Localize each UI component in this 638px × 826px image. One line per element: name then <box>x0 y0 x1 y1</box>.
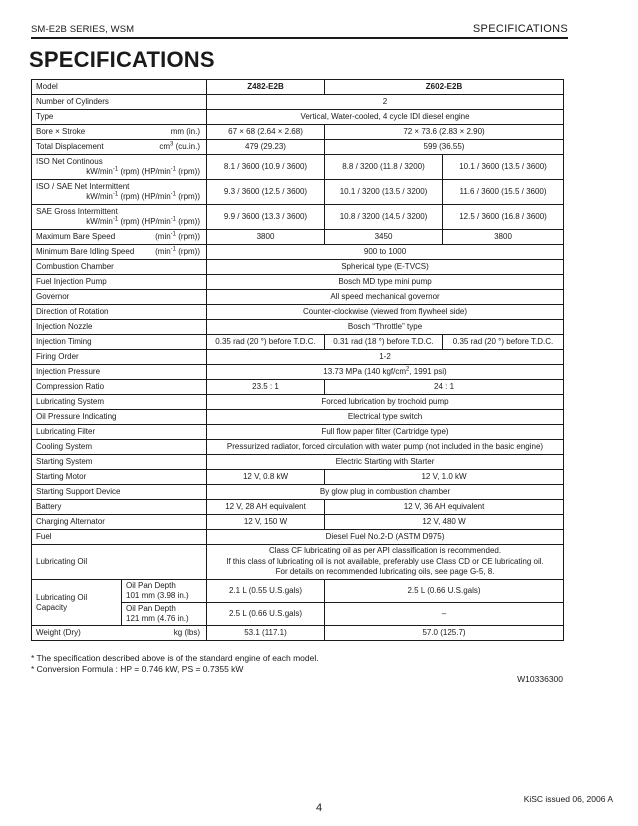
oil-pan-depth-label: Oil Pan Depth 121 mm (4.76 in.) <box>122 603 207 626</box>
row-label: Compression Ratio <box>32 380 207 395</box>
table-row <box>32 205 564 230</box>
row-label: Injection Pressure <box>32 365 207 380</box>
table-row <box>32 350 564 365</box>
row-label: Fuel <box>32 530 207 545</box>
z482-value: 2.5 L (0.66 U.S.gals) <box>207 603 325 626</box>
row-label: Type <box>32 110 207 125</box>
value-cell: 0.31 rad (18 °) before T.D.C. <box>325 335 443 350</box>
z482-value: 12 V, 150 W <box>207 515 325 530</box>
z482-value: 12 V, 28 AH equivalent <box>207 500 325 515</box>
row-label: Maximum Bare Speed <box>36 232 116 241</box>
table-row <box>32 95 564 110</box>
z482-value: 12 V, 0.8 kW <box>207 470 325 485</box>
value-cell: 3800 <box>207 230 325 245</box>
model-header: Model <box>32 80 207 95</box>
row-label-cell <box>32 155 207 180</box>
row-label: Direction of Rotation <box>32 305 207 320</box>
page-number: 4 <box>315 802 323 814</box>
row-label-cell <box>32 205 207 230</box>
row-label: Lubricating Oil <box>32 545 207 580</box>
row-value: Pressurized radiator, forced circulation with water pump (not included in the basic engine) <box>207 440 564 455</box>
row-value: Counter-clockwise (viewed from flywheel side) <box>207 305 564 320</box>
header-series: SM-E2B SERIES, WSM <box>31 24 135 35</box>
row-value: Electrical type switch <box>207 410 564 425</box>
table-row <box>32 245 564 260</box>
table-row <box>32 440 564 455</box>
row-label: Starting Support Device <box>32 485 207 500</box>
table-row <box>32 395 564 410</box>
z602-value: 24 : 1 <box>325 380 564 395</box>
row-label: Number of Cylinders <box>32 95 207 110</box>
row-label-cell <box>32 626 207 641</box>
row-value: By glow plug in combustion chamber <box>207 485 564 500</box>
value-cell: 8.8 / 3200 (11.8 / 3200) <box>325 155 443 180</box>
table-row <box>32 365 564 380</box>
row-label: Minimum Bare Idling Speed <box>36 247 135 256</box>
table-row <box>32 485 564 500</box>
z602-value: 57.0 (125.7) <box>325 626 564 641</box>
table-row <box>32 290 564 305</box>
row-value: Bosch MD type mini pump <box>207 275 564 290</box>
table-row <box>32 320 564 335</box>
lub-oil-line: If this class of lubricating oil is not available, preferably use Class CD or CE lubricating oil. <box>226 556 544 566</box>
row-label-cell <box>32 230 207 245</box>
row-value: Bosch “Throttle” type <box>207 320 564 335</box>
oil-pan-depth-label: Oil Pan Depth 101 mm (3.98 in.) <box>122 580 207 603</box>
row-label: Total Displacement <box>36 142 104 151</box>
value-cell: 10.1 / 3600 (13.5 / 3600) <box>443 155 564 180</box>
z482-value: 479 (29.23) <box>207 140 325 155</box>
row-value: All speed mechanical governor <box>207 290 564 305</box>
header-rule <box>31 37 568 39</box>
table-row <box>32 545 564 580</box>
row-unit: $kW/\min^{-1}$ (rpm) ($HP/\min^{-1}$ (rpm)) <box>86 216 201 226</box>
row-label: Weight (Dry) <box>36 628 81 637</box>
row-unit: mm (in.) <box>170 127 201 136</box>
row-label: ISO / SAE Net Intermittent <box>36 182 130 191</box>
row-value: 900 to 1000 <box>207 245 564 260</box>
table-row <box>32 125 564 140</box>
row-label-cell <box>32 125 207 140</box>
row-unit: $cm^3$ (cu.in.) <box>159 141 201 151</box>
page-title: SPECIFICATIONS <box>29 47 215 72</box>
row-value <box>207 545 564 580</box>
z482-header: Z482-E2B <box>207 80 325 95</box>
specifications-table <box>31 79 564 641</box>
value-cell: 10.8 / 3200 (14.5 / 3200) <box>325 205 443 230</box>
row-unit: $kW/\min^{-1}$ (rpm) ($HP/\min^{-1}$ (rpm)) <box>86 191 201 201</box>
table-row <box>32 260 564 275</box>
table-row <box>32 380 564 395</box>
row-label: Cooling System <box>32 440 207 455</box>
lub-oil-line: For details on recommended lubricating oils, see page G-5, 8. <box>275 567 495 577</box>
footnote: * Conversion Formula : HP = 0.746 kW, PS = 0.7355 kW <box>31 664 244 674</box>
value-cell: 9.9 / 3600 (13.3 / 3600) <box>207 205 325 230</box>
z482-value: 2.1 L (0.55 U.S.gals) <box>207 580 325 603</box>
row-label: Governor <box>32 290 207 305</box>
row-label: Charging Alternator <box>32 515 207 530</box>
oil-capacity-label: Lubricating Oil Capacity <box>32 580 122 626</box>
value-cell: 11.6 / 3600 (15.5 / 3600) <box>443 180 564 205</box>
value-cell: 3800 <box>443 230 564 245</box>
table-row <box>32 140 564 155</box>
row-label: Starting Motor <box>32 470 207 485</box>
row-unit: $kW/\min^{-1}$ (rpm) ($HP/\min^{-1}$ (rpm)) <box>86 166 201 176</box>
row-label-cell <box>32 245 207 260</box>
value-cell: 0.35 rad (20 °) before T.D.C. <box>443 335 564 350</box>
row-value: Forced lubrication by trochoid pump <box>207 395 564 410</box>
z602-value: 12 V, 480 W <box>325 515 564 530</box>
row-label: Lubricating System <box>32 395 207 410</box>
row-value: Vertical, Water-cooled, 4 cycle IDI diesel engine <box>207 110 564 125</box>
row-label: Combustion Chamber <box>32 260 207 275</box>
table-row <box>32 515 564 530</box>
figure-code: W10336300 <box>517 674 563 684</box>
table-row <box>32 425 564 440</box>
table-row <box>32 470 564 485</box>
table-row <box>32 335 564 350</box>
row-label: Battery <box>32 500 207 515</box>
table-row <box>32 230 564 245</box>
row-value: 13.73 MPa (140 kgf/$cm^2$, 1991 psi) <box>207 365 564 380</box>
table-row <box>32 530 564 545</box>
table-row <box>32 110 564 125</box>
z602-value: 12 V, 36 AH equivalent <box>325 500 564 515</box>
value-cell: 8.1 / 3600 (10.9 / 3600) <box>207 155 325 180</box>
table-row <box>32 580 564 603</box>
row-unit: kg (lbs) <box>173 628 201 637</box>
table-header-row <box>32 80 564 95</box>
table-row <box>32 305 564 320</box>
row-value: Diesel Fuel No.2-D (ASTM D975) <box>207 530 564 545</box>
row-label: SAE Gross Intermittent <box>36 207 118 216</box>
table-row <box>32 626 564 641</box>
row-value: Spherical type (E-TVCS) <box>207 260 564 275</box>
row-label: ISO Net Continous <box>36 157 103 166</box>
table-row <box>32 500 564 515</box>
value-cell: 3450 <box>325 230 443 245</box>
z482-value: 67 × 68 (2.64 × 2.68) <box>207 125 325 140</box>
value-cell: 10.1 / 3200 (13.5 / 3200) <box>325 180 443 205</box>
header-section: SPECIFICATIONS <box>472 23 568 35</box>
row-label: Oil Pressure Indicating <box>32 410 207 425</box>
footnote: * The specification described above is of the standard engine of each model. <box>31 653 319 663</box>
row-value: Electric Starting with Starter <box>207 455 564 470</box>
z602-value: 599 (36.55) <box>325 140 564 155</box>
table-row <box>32 410 564 425</box>
row-label: Starting System <box>32 455 207 470</box>
table-row <box>32 455 564 470</box>
row-unit: ($\min^{-1}$ (rpm)) <box>155 231 201 241</box>
row-value: Full flow paper filter (Cartridge type) <box>207 425 564 440</box>
value-cell: 12.5 / 3600 (16.8 / 3600) <box>443 205 564 230</box>
table-row <box>32 275 564 290</box>
footnotes <box>31 653 319 675</box>
row-label: Bore × Stroke <box>36 127 86 136</box>
row-label: Fuel Injection Pump <box>32 275 207 290</box>
issue-info: KiSC issued 06, 2006 A <box>523 794 613 804</box>
value-cell: 9.3 / 3600 (12.5 / 3600) <box>207 180 325 205</box>
row-value: 2 <box>207 95 564 110</box>
z482-value: 23.5 : 1 <box>207 380 325 395</box>
z482-value: 53.1 (117.1) <box>207 626 325 641</box>
table-row <box>32 180 564 205</box>
z602-value: 12 V, 1.0 kW <box>325 470 564 485</box>
z602-value: 2.5 L (0.66 U.S.gals) <box>325 580 564 603</box>
row-label: Lubricating Filter <box>32 425 207 440</box>
lub-oil-line: Class CF lubricating oil as per API classification is recommended. <box>268 546 502 556</box>
row-label: Injection Nozzle <box>32 320 207 335</box>
row-label-cell <box>32 140 207 155</box>
z602-value: 72 × 73.6 (2.83 × 2.90) <box>325 125 564 140</box>
z602-value: – <box>325 603 564 626</box>
row-unit: ($\min^{-1}$ (rpm)) <box>155 246 201 256</box>
row-label-cell <box>32 180 207 205</box>
value-cell: 0.35 rad (20 °) before T.D.C. <box>207 335 325 350</box>
row-label: Injection Timing <box>32 335 207 350</box>
row-value: 1-2 <box>207 350 564 365</box>
table-row <box>32 155 564 180</box>
row-label: Firing Order <box>32 350 207 365</box>
z602-header: Z602-E2B <box>325 80 564 95</box>
